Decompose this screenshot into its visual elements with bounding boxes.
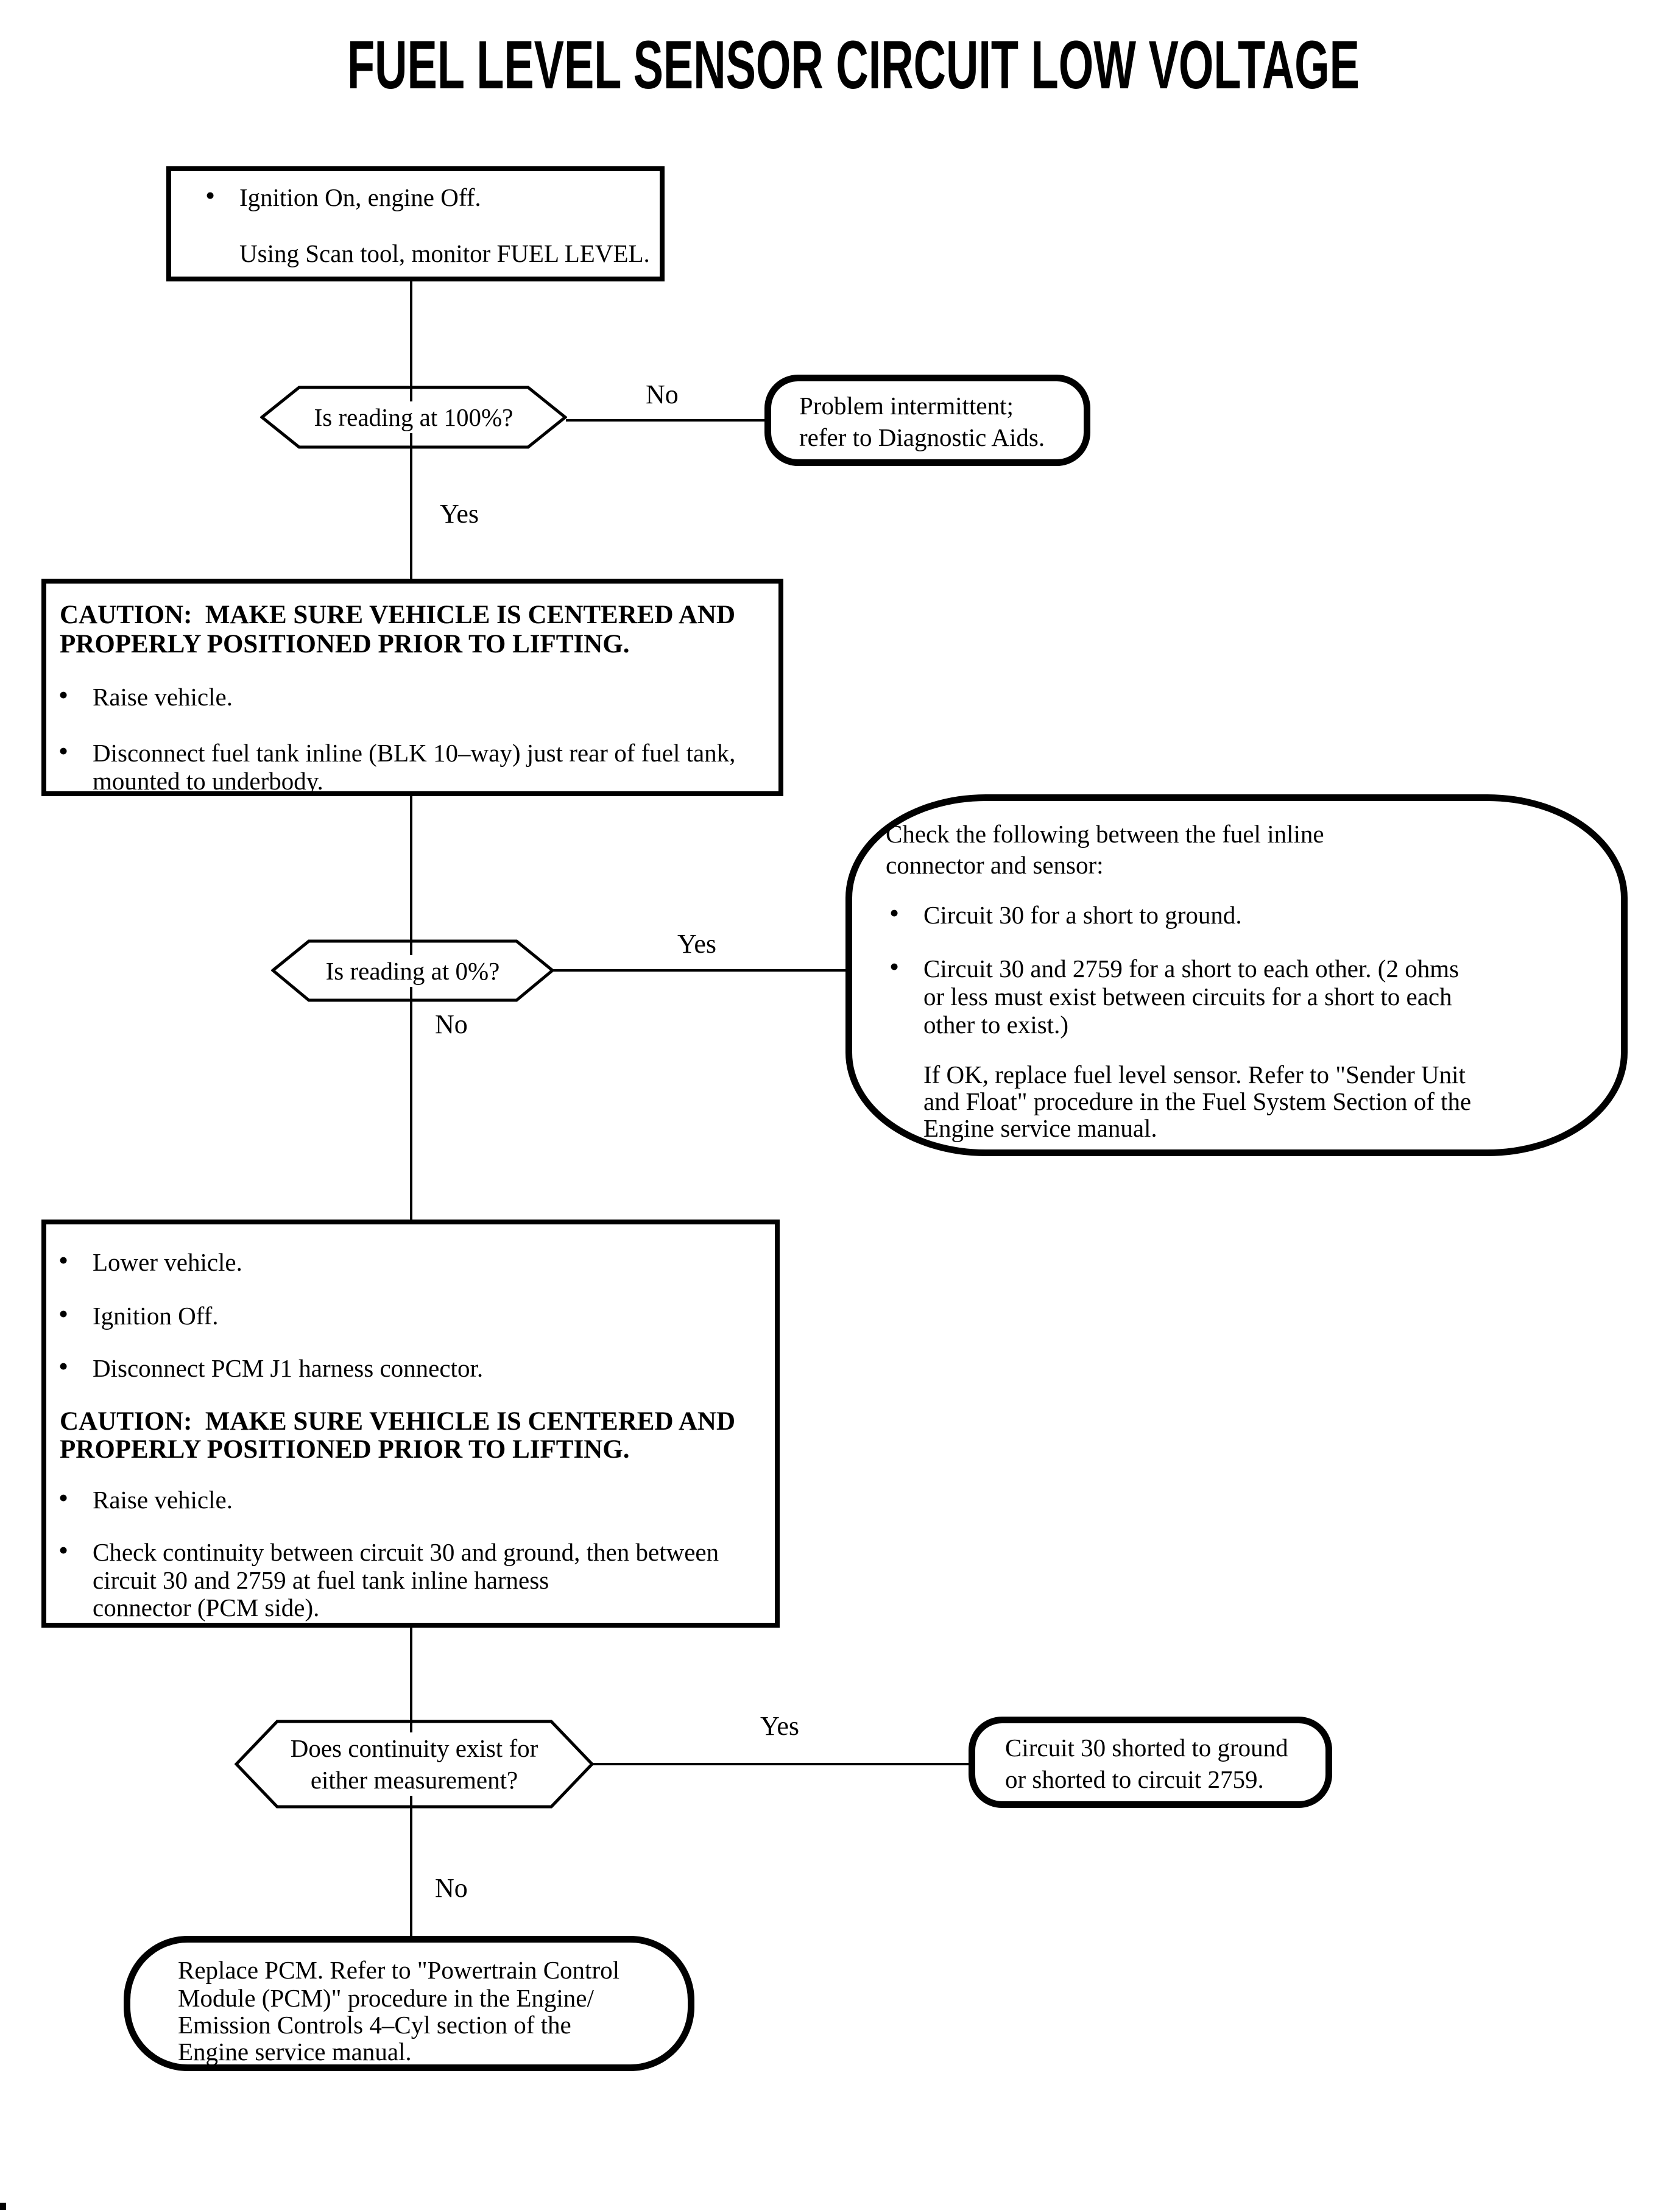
edge-label-yes-3: Yes (760, 1711, 800, 1741)
text-line: • Raise vehicle. (93, 1485, 233, 1514)
text-line: • Disconnect PCM J1 harness connector. (93, 1354, 483, 1383)
text-line: circuit 30 and 2759 at fuel tank inline harness (93, 1566, 549, 1594)
text-line: PROPERLY POSITIONED PRIOR TO LIFTING. (60, 1435, 630, 1464)
text-line: • Disconnect fuel tank inline (BLK 10–way) just rear of fuel tank, (93, 738, 735, 768)
text-line: • Circuit 30 and 2759 for a short to each other. (2 ohms (923, 954, 1459, 983)
decision-reading-100 (260, 386, 567, 449)
text-line: Does continuity exist for (286, 1734, 543, 1762)
text-line: Engine service manual. (923, 1114, 1157, 1142)
decision-continuity (235, 1719, 594, 1809)
edge-label-yes-1: Yes (440, 499, 479, 529)
text-line: • Lower vehicle. (93, 1248, 242, 1277)
text-line: mounted to underbody. (93, 767, 323, 795)
decision-label (235, 1719, 594, 1809)
connector-no-to-intermittent (566, 419, 766, 422)
terminal-problem-intermittent (764, 375, 1090, 466)
text-line: Module (PCM)" procedure in the Engine/ (178, 1984, 594, 2012)
text-line: Problem intermittent; (799, 392, 1014, 420)
text-line: and Float" procedure in the Fuel System Section of the (923, 1087, 1472, 1115)
decision-label (271, 939, 554, 1002)
connector-yes-to-shorted (593, 1763, 970, 1765)
text-line: other to exist.) (923, 1011, 1068, 1039)
text-line: • Raise vehicle. (93, 682, 233, 711)
text-line: connector (PCM side). (93, 1594, 320, 1622)
connector-yes-to-checkcircuits (553, 969, 847, 972)
text-line: Check the following between the fuel inline (886, 820, 1324, 848)
text-line: or less must exist between circuits for a short to each (923, 983, 1452, 1011)
text-line: CAUTION: MAKE SURE VEHICLE IS CENTERED AND (60, 601, 736, 629)
text-line: Is reading at 100%? (309, 401, 518, 433)
text-line: either measurement? (306, 1766, 523, 1794)
scan-artifact (0, 2203, 6, 2210)
decision-reading-0 (271, 939, 554, 1002)
text-line: Using Scan tool, monitor FUEL LEVEL. (239, 239, 650, 267)
text-line: • Check continuity between circuit 30 and ground, then between (93, 1537, 719, 1567)
text-line: • Ignition Off. (93, 1301, 219, 1330)
text-line: Replace PCM. Refer to "Powertrain Control (178, 1956, 619, 1984)
text-line: CAUTION: MAKE SURE VEHICLE IS CENTERED AND (60, 1407, 736, 1436)
text-line: If OK, replace fuel level sensor. Refer to "Sender Unit (923, 1061, 1466, 1089)
text-line: connector and sensor: (886, 851, 1104, 879)
text-line (281, 1732, 548, 1796)
text-line: PROPERLY POSITIONED PRIOR TO LIFTING. (60, 630, 630, 658)
text-line: refer to Diagnostic Aids. (799, 423, 1045, 451)
edge-label-no-1: No (646, 380, 679, 409)
page-title: FUEL LEVEL SENSOR CIRCUIT LOW VOLTAGE (347, 27, 1360, 103)
connector-caution-to-lowercheck (410, 796, 412, 1220)
decision-label (260, 386, 567, 449)
edge-label-yes-2: Yes (677, 929, 717, 959)
text-line: • Ignition On, engine Off. (239, 183, 481, 212)
text-line: Circuit 30 shorted to ground (1005, 1734, 1288, 1762)
edge-label-no-3: No (435, 1873, 468, 1903)
text-line: Engine service manual. (178, 2038, 412, 2066)
terminal-circuit30-shorted (969, 1717, 1332, 1808)
edge-label-no-2: No (435, 1009, 468, 1039)
text-line: Emission Controls 4–Cyl section of the (178, 2011, 571, 2039)
text-line: Is reading at 0%? (321, 955, 505, 987)
text-line: • Circuit 30 for a short to ground. (923, 900, 1242, 930)
text-line: or shorted to circuit 2759. (1005, 1765, 1264, 1793)
